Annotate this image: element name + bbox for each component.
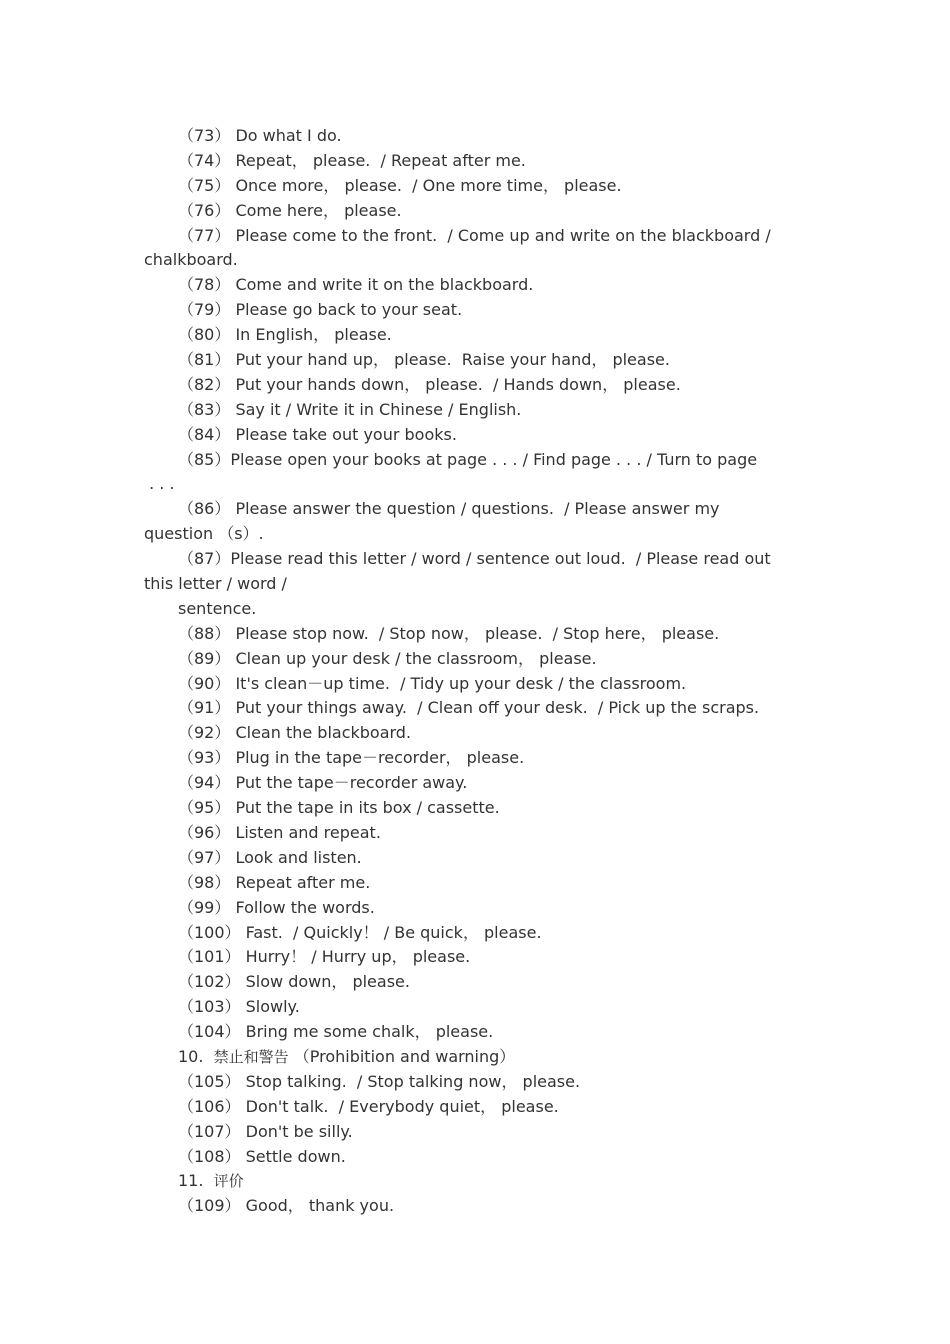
text-line: chalkboard. xyxy=(144,250,238,270)
text-line: （98） Repeat after me. xyxy=(178,872,371,892)
section-title-cjk: 评价 xyxy=(213,1172,244,1191)
text-line: （75） Once more， please. / One more time， please. xyxy=(178,175,622,195)
text-line: （87）Please read this letter / word / sentence out loud. / Please read out xyxy=(178,549,771,569)
section-number: 11. xyxy=(178,1171,204,1191)
text-line: sentence. xyxy=(178,598,257,618)
text-line: （81） Put your hand up， please. Raise your hand， please. xyxy=(178,350,670,370)
text-line: （88） Please stop now. / Stop now， please. / Stop here， please. xyxy=(178,623,720,643)
text-line: （102） Slow down， please. xyxy=(178,972,410,992)
text-line: （80） In English， please. xyxy=(178,325,392,345)
text-line: （79） Please go back to your seat. xyxy=(178,300,463,320)
text-line: （106） Don't talk. / Everybody quiet， please. xyxy=(178,1096,559,1116)
instruction-list-2 xyxy=(144,1070,814,1170)
text-line: （78） Come and write it on the blackboard. xyxy=(178,275,534,295)
text-line: （83） Say it / Write it in Chinese / English. xyxy=(178,399,522,419)
text-line: （91） Put your things away. / Clean off your desk. / Pick up the scraps. xyxy=(178,698,760,718)
text-line: （94） Put the tape－recorder away. xyxy=(178,773,468,793)
text-line: （101） Hurry！ / Hurry up， please. xyxy=(178,947,471,967)
text-line: （100） Fast. / Quickly！ / Be quick， please. xyxy=(178,922,542,942)
text-line: question （s）. xyxy=(144,524,264,544)
text-line: （104） Bring me some chalk， please. xyxy=(178,1022,494,1042)
text-line: （77） Please come to the front. / Come up and write on the blackboard / xyxy=(178,225,771,245)
text-line: （99） Follow the words. xyxy=(178,897,375,917)
text-line: （90） It's clean－up time. / Tidy up your desk / the classroom. xyxy=(178,673,687,693)
text-line: （85）Please open your books at page . . . / Find page . . . / Turn to page xyxy=(178,449,758,469)
section-title-cjk: 禁止和警告 xyxy=(213,1047,289,1066)
text-line: this letter / word / xyxy=(144,574,287,594)
text-line: （96） Listen and repeat. xyxy=(178,822,381,842)
section-number: 10. xyxy=(178,1046,204,1066)
text-line: （84） Please take out your books. xyxy=(178,424,457,444)
text-line: （89） Clean up your desk / the classroom， please. xyxy=(178,648,597,668)
text-line: （109） Good， thank you. xyxy=(178,1196,395,1216)
text-line: （103） Slowly. xyxy=(178,997,300,1017)
text-line: （92） Clean the blackboard. xyxy=(178,723,412,743)
instruction-list-1 xyxy=(144,124,814,1045)
text-line: （82） Put your hands down， please. / Hands down， please. xyxy=(178,374,681,394)
text-line: （105） Stop talking. / Stop talking now， please. xyxy=(178,1071,581,1091)
text-line: （76） Come here， please. xyxy=(178,200,402,220)
text-line: （97） Look and listen. xyxy=(178,847,362,867)
section-heading-10 xyxy=(144,1045,814,1070)
text-line: （107） Don't be silly. xyxy=(178,1121,353,1141)
instruction-list-3 xyxy=(144,1194,814,1219)
text-line: （108） Settle down. xyxy=(178,1146,346,1166)
text-line: . . . xyxy=(144,474,175,494)
text-line: （93） Plug in the tape－recorder， please. xyxy=(178,748,525,768)
text-line: （74） Repeat， please. / Repeat after me. xyxy=(178,150,526,170)
text-line: （95） Put the tape in its box / cassette. xyxy=(178,798,500,818)
document-body xyxy=(144,124,814,1219)
text-line: （86） Please answer the question / questions. / Please answer my xyxy=(178,499,720,519)
text-line: （73） Do what I do. xyxy=(178,126,342,145)
section-title-en: （Prohibition and warning） xyxy=(293,1046,516,1066)
section-heading-11 xyxy=(144,1169,814,1194)
